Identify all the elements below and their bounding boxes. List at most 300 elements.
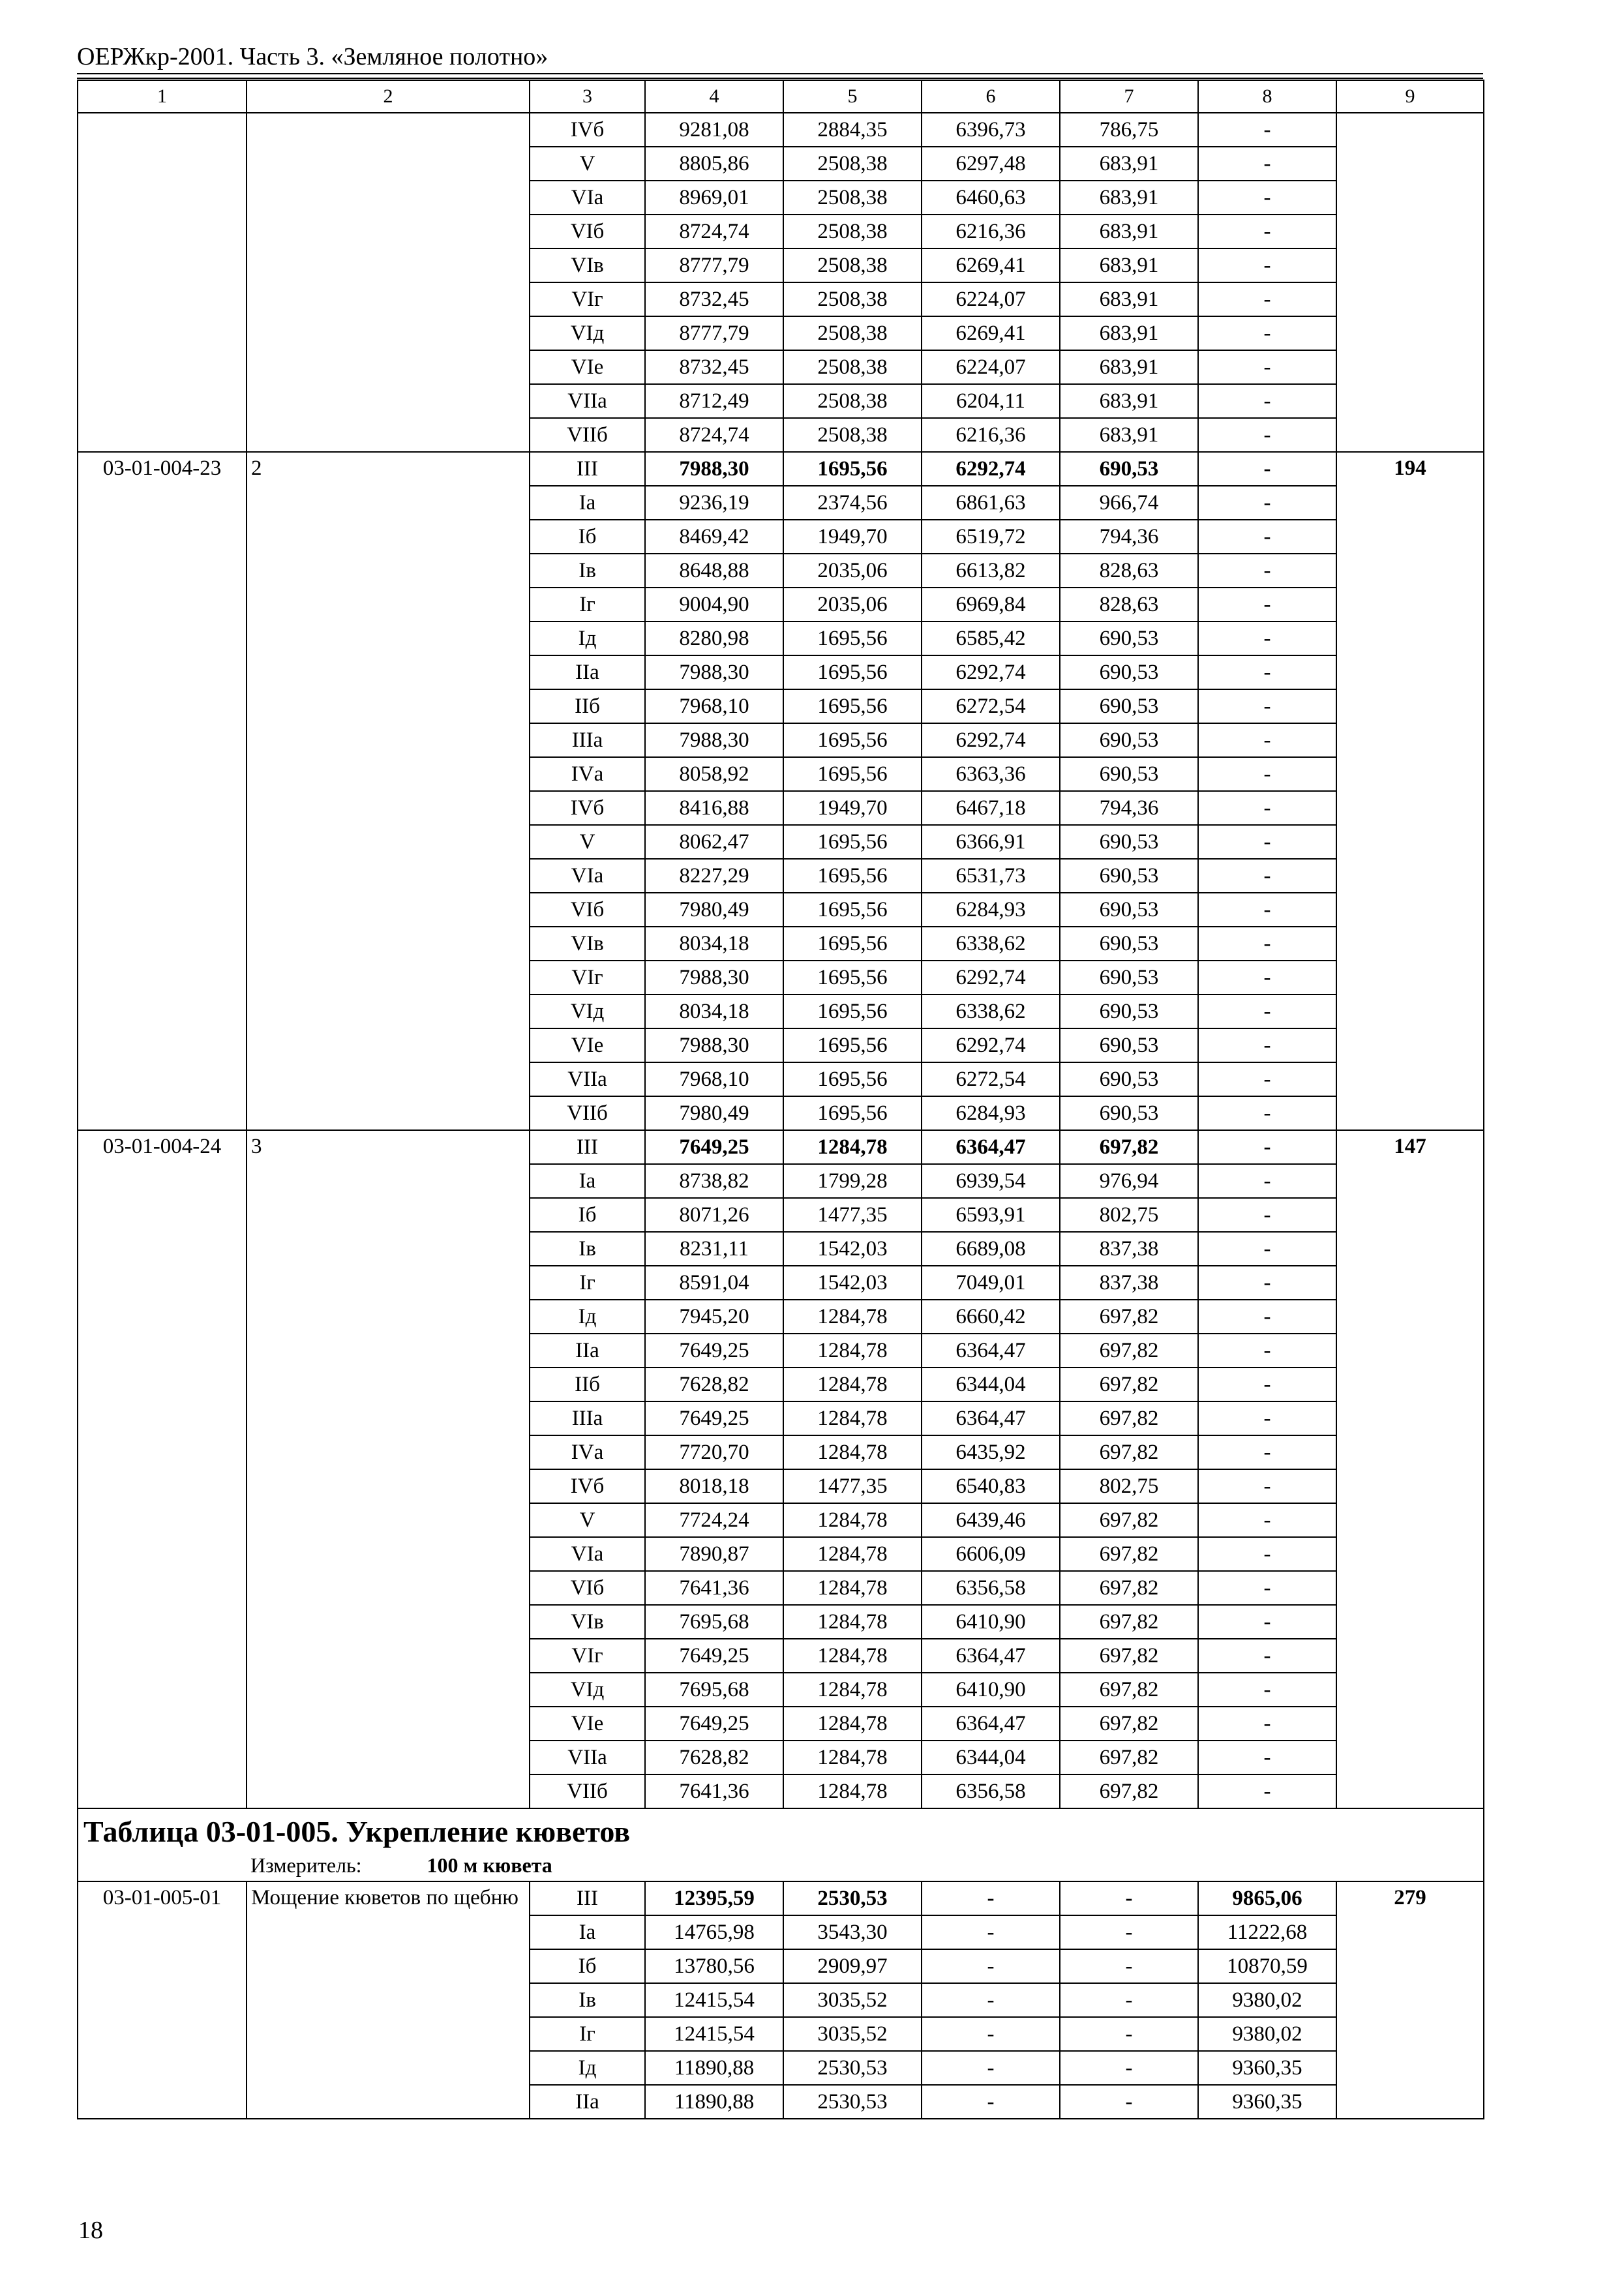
value-cell: 2530,53 [783,2085,922,2119]
zone-cell: IIIа [530,1401,645,1435]
zone-cell: IIа [530,655,645,689]
zone-cell: VIг [530,282,645,316]
value-cell: 6356,58 [922,1774,1060,1808]
value-cell: 7649,25 [645,1401,783,1435]
value-cell: - [1198,1300,1336,1334]
value-cell: 7720,70 [645,1435,783,1469]
value-cell: 7724,24 [645,1503,783,1537]
value-cell: - [1198,791,1336,825]
value-cell: 683,91 [1060,350,1198,384]
value-cell: 6292,74 [922,1028,1060,1062]
measure-value: 100 м кювета [427,1853,552,1877]
value-cell: 976,94 [1060,1164,1198,1198]
value-cell: 6292,74 [922,723,1060,757]
value-cell: 1695,56 [783,621,922,655]
column-header: 4 [645,80,783,113]
value-cell: 1542,03 [783,1232,922,1266]
value-cell: 6292,74 [922,961,1060,995]
value-cell: 1284,78 [783,1707,922,1741]
value-cell: - [1198,893,1336,927]
value-cell: 7968,10 [645,1062,783,1096]
value-cell: 6439,46 [922,1503,1060,1537]
value-cell: 690,53 [1060,1096,1198,1130]
zone-cell: VIа [530,859,645,893]
value-cell: 14765,98 [645,1915,783,1949]
item-code: 03-01-004-24 [78,1130,247,1808]
value-cell: 7945,20 [645,1300,783,1334]
value-cell: 690,53 [1060,995,1198,1028]
zone-cell: III [530,452,645,486]
value-cell: 8777,79 [645,248,783,282]
value-cell: 8969,01 [645,181,783,215]
value-cell: 2508,38 [783,316,922,350]
value-cell: 8738,82 [645,1164,783,1198]
zone-cell: V [530,1503,645,1537]
zone-cell: VIв [530,927,645,961]
value-cell: - [1198,723,1336,757]
value-cell: 1284,78 [783,1334,922,1368]
value-cell: 9380,02 [1198,2017,1336,2051]
value-cell: 9865,06 [1198,1881,1336,1915]
value-cell: - [1198,1537,1336,1571]
value-cell: 2530,53 [783,2051,922,2085]
zone-cell: VIе [530,350,645,384]
value-cell: 7641,36 [645,1571,783,1605]
zone-cell: Iв [530,1983,645,2017]
value-cell: 8805,86 [645,147,783,181]
item-labor: 279 [1336,1881,1484,2119]
value-cell: 6292,74 [922,452,1060,486]
value-cell: 794,36 [1060,520,1198,554]
value-cell: 7628,82 [645,1741,783,1774]
zone-cell: Iг [530,588,645,621]
value-cell: 8648,88 [645,554,783,588]
value-cell: 1284,78 [783,1537,922,1571]
item-name: 2 [247,452,530,1130]
value-cell: 2884,35 [783,113,922,147]
column-header-row [78,80,1484,113]
value-cell: - [1198,181,1336,215]
value-cell: 2508,38 [783,350,922,384]
value-cell: 683,91 [1060,384,1198,418]
value-cell: 786,75 [1060,113,1198,147]
measure-label: Измеритель: [250,1853,362,1877]
value-cell: 6297,48 [922,147,1060,181]
value-cell: 1695,56 [783,723,922,757]
page-number: 18 [78,2217,103,2244]
value-cell: 8018,18 [645,1469,783,1503]
zone-cell: VIIб [530,1096,645,1130]
value-cell: 697,82 [1060,1605,1198,1639]
value-cell: - [1198,452,1336,486]
value-cell: 690,53 [1060,621,1198,655]
value-cell: 3035,52 [783,1983,922,2017]
value-cell: 697,82 [1060,1673,1198,1707]
zone-cell: Iг [530,2017,645,2051]
value-cell: - [1198,859,1336,893]
value-cell: 6204,11 [922,384,1060,418]
zone-cell: V [530,147,645,181]
value-cell: - [1198,1334,1336,1368]
zone-cell: VIд [530,1673,645,1707]
item-name: 3 [247,1130,530,1808]
value-cell: 6540,83 [922,1469,1060,1503]
zone-cell: Iв [530,1232,645,1266]
value-cell: 11890,88 [645,2085,783,2119]
value-cell: 8071,26 [645,1198,783,1232]
section-header [78,1808,1484,1881]
value-cell: 2508,38 [783,248,922,282]
value-cell: 7049,01 [922,1266,1060,1300]
value-cell: 1284,78 [783,1673,922,1707]
zone-cell: IIа [530,2085,645,2119]
value-cell: 7968,10 [645,689,783,723]
value-cell: 6356,58 [922,1571,1060,1605]
value-cell: 7695,68 [645,1673,783,1707]
value-cell: 6660,42 [922,1300,1060,1334]
value-cell: - [1060,1949,1198,1983]
value-cell: 2374,56 [783,486,922,520]
value-cell: 6585,42 [922,621,1060,655]
value-cell: - [1198,147,1336,181]
value-cell: 1284,78 [783,1130,922,1164]
value-cell: - [1060,1915,1198,1949]
value-cell: 8732,45 [645,282,783,316]
zone-cell: VIа [530,1537,645,1571]
value-cell: 2035,06 [783,554,922,588]
value-cell: - [1060,1983,1198,2017]
value-cell: 6269,41 [922,248,1060,282]
value-cell: - [1198,248,1336,282]
value-cell: 1695,56 [783,961,922,995]
zone-cell: Iа [530,1164,645,1198]
value-cell: 6216,36 [922,418,1060,452]
value-cell: 6435,92 [922,1435,1060,1469]
column-header: 6 [922,80,1060,113]
value-cell: 7988,30 [645,1028,783,1062]
value-cell: 6364,47 [922,1401,1060,1435]
item-code: 03-01-004-23 [78,452,247,1130]
value-cell: 7988,30 [645,723,783,757]
value-cell: 10870,59 [1198,1949,1336,1983]
zone-cell: Iб [530,1949,645,1983]
value-cell: 8231,11 [645,1232,783,1266]
zone-cell: VIд [530,316,645,350]
zone-cell: Iд [530,1300,645,1334]
value-cell: 1695,56 [783,1096,922,1130]
zone-cell: VIб [530,1571,645,1605]
value-cell: 1799,28 [783,1164,922,1198]
value-cell: 3035,52 [783,2017,922,2051]
value-cell: 1284,78 [783,1639,922,1673]
value-cell: 6364,47 [922,1130,1060,1164]
value-cell: 3543,30 [783,1915,922,1949]
item-labor: 147 [1336,1130,1484,1808]
value-cell: 683,91 [1060,181,1198,215]
item-code [78,113,247,452]
section-measure [83,1852,1478,1881]
value-cell: 1695,56 [783,1028,922,1062]
value-cell: - [1198,1571,1336,1605]
value-cell: 8469,42 [645,520,783,554]
value-cell: - [1198,655,1336,689]
zone-cell: VIб [530,215,645,248]
value-cell: 6613,82 [922,554,1060,588]
value-cell: - [1198,316,1336,350]
value-cell: 6338,62 [922,927,1060,961]
value-cell: 690,53 [1060,927,1198,961]
value-cell: - [1198,1198,1336,1232]
value-cell: 6344,04 [922,1368,1060,1401]
value-cell: 6216,36 [922,215,1060,248]
zone-cell: VIа [530,181,645,215]
value-cell: 7988,30 [645,961,783,995]
value-cell: 7649,25 [645,1130,783,1164]
section-title: Таблица 03-01-005. Укрепление кюветов [83,1815,631,1848]
value-cell: 1949,70 [783,520,922,554]
value-cell: - [1198,520,1336,554]
value-cell: 8712,49 [645,384,783,418]
value-cell: 7890,87 [645,1537,783,1571]
value-cell: 828,63 [1060,588,1198,621]
value-cell: 837,38 [1060,1266,1198,1300]
zone-cell: IIб [530,1368,645,1401]
value-cell: 2508,38 [783,181,922,215]
value-cell: 7988,30 [645,452,783,486]
zone-cell: Iд [530,2051,645,2085]
zone-cell: V [530,825,645,859]
value-cell: 1284,78 [783,1503,922,1537]
rates-table-body [78,80,1484,2119]
zone-cell: VIг [530,961,645,995]
value-cell: 697,82 [1060,1130,1198,1164]
zone-cell: Iд [530,621,645,655]
value-cell: 8416,88 [645,791,783,825]
value-cell: - [1198,1469,1336,1503]
value-cell: 12395,59 [645,1881,783,1915]
value-cell: - [1198,113,1336,147]
zone-cell: IVб [530,791,645,825]
value-cell: - [1198,1368,1336,1401]
value-cell: 7649,25 [645,1334,783,1368]
value-cell: 13780,56 [645,1949,783,1983]
value-cell: 690,53 [1060,859,1198,893]
value-cell: - [1198,1435,1336,1469]
value-cell: 6272,54 [922,689,1060,723]
value-cell: - [922,2085,1060,2119]
table-row [78,1130,1484,1164]
value-cell: 697,82 [1060,1639,1198,1673]
value-cell: 6467,18 [922,791,1060,825]
value-cell: - [1198,757,1336,791]
value-cell: 690,53 [1060,723,1198,757]
value-cell: 1284,78 [783,1368,922,1401]
value-cell: 697,82 [1060,1741,1198,1774]
value-cell: - [1198,1639,1336,1673]
value-cell: 690,53 [1060,1028,1198,1062]
value-cell: - [1198,1028,1336,1062]
column-header: 7 [1060,80,1198,113]
value-cell: - [1060,1881,1198,1915]
header-rule-bottom [77,78,1483,79]
value-cell: - [1198,1062,1336,1096]
item-labor [1336,113,1484,452]
value-cell: 1695,56 [783,757,922,791]
value-cell: 1949,70 [783,791,922,825]
zone-cell: III [530,1881,645,1915]
value-cell: 6224,07 [922,350,1060,384]
value-cell: - [1198,1605,1336,1639]
value-cell: - [1198,825,1336,859]
zone-cell: IVа [530,1435,645,1469]
value-cell: - [1198,1707,1336,1741]
value-cell: 1695,56 [783,893,922,927]
value-cell: 2035,06 [783,588,922,621]
value-cell: - [1198,621,1336,655]
header-rule-top [77,73,1483,74]
value-cell: 690,53 [1060,655,1198,689]
value-cell: 6344,04 [922,1741,1060,1774]
value-cell: 1284,78 [783,1435,922,1469]
value-cell: 6366,91 [922,825,1060,859]
zone-cell: IIа [530,1334,645,1368]
value-cell: 8058,92 [645,757,783,791]
zone-cell: Iв [530,554,645,588]
value-cell: 8777,79 [645,316,783,350]
value-cell: 1695,56 [783,927,922,961]
value-cell: - [1198,350,1336,384]
column-header: 3 [530,80,645,113]
value-cell: 690,53 [1060,1062,1198,1096]
value-cell: 1284,78 [783,1571,922,1605]
value-cell: 1542,03 [783,1266,922,1300]
value-cell: 9281,08 [645,113,783,147]
value-cell: 6284,93 [922,1096,1060,1130]
value-cell: 7988,30 [645,655,783,689]
column-header: 8 [1198,80,1336,113]
value-cell: 8227,29 [645,859,783,893]
zone-cell: Iа [530,1915,645,1949]
section-header-row [78,1808,1484,1881]
value-cell: 966,74 [1060,486,1198,520]
value-cell: 6364,47 [922,1334,1060,1368]
value-cell: 1284,78 [783,1401,922,1435]
value-cell: 1284,78 [783,1300,922,1334]
value-cell: 697,82 [1060,1707,1198,1741]
value-cell: - [1198,1096,1336,1130]
value-cell: - [1198,927,1336,961]
zone-cell: IVа [530,757,645,791]
value-cell: 794,36 [1060,791,1198,825]
table-row [78,1881,1484,1915]
value-cell: 8280,98 [645,621,783,655]
value-cell: 6364,47 [922,1707,1060,1741]
value-cell: 697,82 [1060,1300,1198,1334]
value-cell: 6939,54 [922,1164,1060,1198]
value-cell: 690,53 [1060,452,1198,486]
value-cell: 6531,73 [922,859,1060,893]
value-cell: 683,91 [1060,316,1198,350]
value-cell: 2508,38 [783,282,922,316]
value-cell: 7649,25 [645,1707,783,1741]
value-cell: 690,53 [1060,893,1198,927]
value-cell: 683,91 [1060,147,1198,181]
value-cell: 1695,56 [783,689,922,723]
value-cell: - [1198,384,1336,418]
item-labor: 194 [1336,452,1484,1130]
value-cell: 6460,63 [922,181,1060,215]
zone-cell: IIIа [530,723,645,757]
value-cell: - [1198,215,1336,248]
value-cell: 6284,93 [922,893,1060,927]
zone-cell: VIд [530,995,645,1028]
value-cell: 12415,54 [645,1983,783,2017]
column-header: 9 [1336,80,1484,113]
table-row [78,113,1484,147]
value-cell: 11222,68 [1198,1915,1336,1949]
value-cell: 697,82 [1060,1503,1198,1537]
value-cell: 802,75 [1060,1198,1198,1232]
zone-cell: Iа [530,486,645,520]
value-cell: 8724,74 [645,215,783,248]
value-cell: - [1198,418,1336,452]
value-cell: 7695,68 [645,1605,783,1639]
column-header: 5 [783,80,922,113]
value-cell: - [1060,2051,1198,2085]
value-cell: 802,75 [1060,1469,1198,1503]
value-cell: 6338,62 [922,995,1060,1028]
value-cell: 697,82 [1060,1435,1198,1469]
value-cell: 6689,08 [922,1232,1060,1266]
value-cell: 8591,04 [645,1266,783,1300]
value-cell: - [1060,2085,1198,2119]
value-cell: - [1198,1130,1336,1164]
value-cell: - [1198,689,1336,723]
zone-cell: IVб [530,113,645,147]
value-cell: - [1198,554,1336,588]
value-cell: 6861,63 [922,486,1060,520]
value-cell: 697,82 [1060,1334,1198,1368]
value-cell: 7980,49 [645,893,783,927]
value-cell: 7649,25 [645,1639,783,1673]
zone-cell: IVб [530,1469,645,1503]
value-cell: 1284,78 [783,1774,922,1808]
table-row [78,452,1484,486]
value-cell: 12415,54 [645,2017,783,2051]
column-header: 1 [78,80,247,113]
value-cell: - [1198,1266,1336,1300]
value-cell: 6396,73 [922,113,1060,147]
value-cell: 1695,56 [783,1062,922,1096]
value-cell: 2909,97 [783,1949,922,1983]
value-cell: 1284,78 [783,1741,922,1774]
value-cell: 6593,91 [922,1198,1060,1232]
value-cell: 683,91 [1060,248,1198,282]
zone-cell: VIIа [530,384,645,418]
value-cell: 7980,49 [645,1096,783,1130]
value-cell: 1695,56 [783,655,922,689]
value-cell: 690,53 [1060,825,1198,859]
value-cell: 1695,56 [783,995,922,1028]
value-cell: 8034,18 [645,995,783,1028]
value-cell: 837,38 [1060,1232,1198,1266]
value-cell: 9380,02 [1198,1983,1336,2017]
item-code: 03-01-005-01 [78,1881,247,2119]
value-cell: 690,53 [1060,757,1198,791]
value-cell: - [922,2017,1060,2051]
value-cell: 6606,09 [922,1537,1060,1571]
value-cell: 6969,84 [922,588,1060,621]
